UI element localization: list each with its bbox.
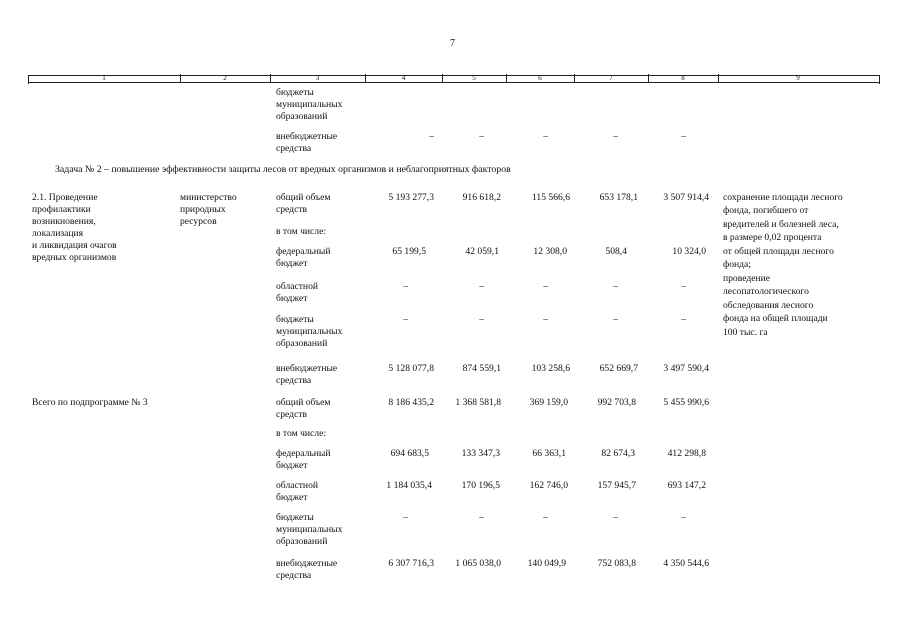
row-label: средств — [276, 204, 308, 215]
subtotal-label: Всего по подпрограмме № 3 — [32, 397, 148, 408]
header-col-9: 9 — [796, 74, 800, 82]
page-number: 7 — [450, 38, 455, 49]
table-cell: 5 193 277,3 — [388, 192, 434, 203]
table-cell: 1 184 035,4 — [386, 480, 432, 491]
row-label: средства — [276, 570, 312, 581]
table-cell: 4 350 544,6 — [663, 558, 709, 569]
row-label: образований — [276, 536, 328, 547]
table-cell: – — [479, 131, 484, 142]
table-cell: – — [403, 281, 408, 292]
table-cell: 3 507 914,4 — [663, 192, 709, 203]
table-cell: 653 178,1 — [599, 192, 638, 203]
table-cell: 140 049,9 — [527, 558, 566, 569]
table-cell: – — [543, 512, 548, 523]
table-cell: – — [479, 281, 484, 292]
row-label: бюджет — [276, 492, 308, 503]
table-cell: 916 618,2 — [462, 192, 501, 203]
header-col-4: 4 — [401, 74, 406, 82]
table-cell: 752 083,8 — [597, 558, 636, 569]
table-cell: 170 196,5 — [461, 480, 500, 491]
result-line: от общей площади лесного — [723, 246, 834, 257]
table-cell: – — [403, 512, 408, 523]
row-label: в том числе: — [276, 226, 327, 237]
row-label: внебюджетные — [276, 131, 338, 142]
table-cell: 133 347,3 — [461, 448, 500, 459]
measure-name-line: и ликвидация очагов — [32, 240, 117, 251]
row-label: бюджеты — [276, 87, 314, 98]
header-col-6: 6 — [538, 74, 542, 82]
result-line: фонда на общей площади — [723, 313, 828, 324]
measure-name-line: 2.1. Проведение — [32, 192, 98, 203]
table-cell: – — [479, 314, 484, 325]
table-cell: – — [613, 314, 618, 325]
table-cell: – — [681, 512, 686, 523]
row-label: общий объем — [276, 192, 331, 203]
table-cell: 508,4 — [605, 246, 627, 257]
measure-name-line: вредных организмов — [32, 252, 117, 263]
executor-line: ресурсов — [180, 216, 217, 227]
table-cell: 1 065 038,0 — [455, 558, 501, 569]
result-line: обследования лесного — [723, 300, 814, 311]
table-cell: 12 308,0 — [533, 246, 567, 257]
table-cell: 3 497 590,4 — [663, 363, 709, 374]
measure-name-line: локализация — [32, 228, 84, 239]
header-col-1: 1 — [102, 74, 106, 82]
executor-line: природных — [180, 204, 226, 215]
table-cell: 10 324,0 — [672, 246, 706, 257]
row-label: средств — [276, 409, 308, 420]
table-cell: 693 147,2 — [667, 480, 706, 491]
row-label: бюджеты — [276, 314, 314, 325]
table-cell: 874 559,1 — [462, 363, 501, 374]
row-label: муниципальных — [276, 524, 343, 535]
task-heading: Задача № 2 – повышение эффективности защиты лесов от вредных организмов и неблагоприятных факторов — [55, 164, 511, 175]
row-label: бюджет — [276, 460, 308, 471]
row-label: в том числе: — [276, 428, 327, 439]
table-cell: 103 258,6 — [531, 363, 570, 374]
row-label: муниципальных — [276, 326, 343, 337]
row-label: общий объем — [276, 397, 331, 408]
executor-line: министерство — [180, 192, 237, 203]
table-cell: 157 945,7 — [597, 480, 636, 491]
table-cell: – — [681, 281, 686, 292]
row-label: средства — [276, 143, 312, 154]
row-label: образований — [276, 338, 328, 349]
row-label: внебюджетные — [276, 363, 338, 374]
row-label: бюджет — [276, 258, 308, 269]
table-cell: 6 307 716,3 — [388, 558, 434, 569]
table-cell: 8 186 435,2 — [388, 397, 434, 408]
table-cell: – — [613, 131, 618, 142]
row-label: областной — [276, 480, 319, 491]
header-col-8: 8 — [681, 74, 685, 82]
row-label: внебюджетные — [276, 558, 338, 569]
table-cell: 5 455 990,6 — [663, 397, 709, 408]
row-label: муниципальных — [276, 99, 343, 110]
row-label: бюджет — [276, 293, 308, 304]
table-cell: – — [403, 314, 408, 325]
table-cell: 412 298,8 — [667, 448, 706, 459]
table-cell: – — [479, 512, 484, 523]
table-cell: 369 159,0 — [529, 397, 568, 408]
measure-name-line: возникновения, — [32, 216, 96, 227]
header-col-5: 5 — [472, 74, 476, 82]
table-cell: – — [543, 281, 548, 292]
table-cell: 5 128 077,8 — [388, 363, 434, 374]
header-col-2: 2 — [223, 74, 227, 82]
table-cell: 1 368 581,8 — [455, 397, 501, 408]
table-cell: – — [613, 281, 618, 292]
table-cell: – — [681, 131, 686, 142]
table-cell: – — [543, 131, 548, 142]
row-label: бюджеты — [276, 512, 314, 523]
row-label: образований — [276, 111, 328, 122]
table-cell: 66 363,1 — [532, 448, 566, 459]
table-cell: 992 703,8 — [597, 397, 636, 408]
row-label: федеральный — [276, 246, 331, 257]
header-col-3: 3 — [315, 74, 320, 82]
row-label: областной — [276, 281, 319, 292]
table-cell: 65 199,5 — [392, 246, 426, 257]
result-line: 100 тыс. га — [723, 327, 768, 338]
result-line: проведение — [723, 273, 770, 284]
result-line: фонда; — [723, 259, 751, 270]
table-cell: – — [681, 314, 686, 325]
table-cell: 42 059,1 — [465, 246, 499, 257]
table-cell: – — [543, 314, 548, 325]
table-cell: – — [613, 512, 618, 523]
row-label: средства — [276, 375, 312, 386]
table-cell: 652 669,7 — [599, 363, 638, 374]
table-cell: 694 683,5 — [390, 448, 429, 459]
table-cell: 115 566,6 — [531, 192, 570, 203]
result-line: сохранение площади лесного — [723, 192, 843, 203]
measure-name-line: профилактики — [32, 204, 91, 215]
table-cell: – — [429, 131, 434, 142]
result-line: в размере 0,02 процента — [723, 232, 822, 243]
table-cell: 82 674,3 — [601, 448, 635, 459]
result-line: лесопатологического — [723, 286, 809, 297]
result-line: фонда, погибшего от — [723, 205, 809, 216]
result-line: вредителей и болезней леса, — [723, 219, 839, 230]
table-cell: 162 746,0 — [529, 480, 568, 491]
row-label: федеральный — [276, 448, 331, 459]
header-col-7: 7 — [609, 74, 613, 82]
